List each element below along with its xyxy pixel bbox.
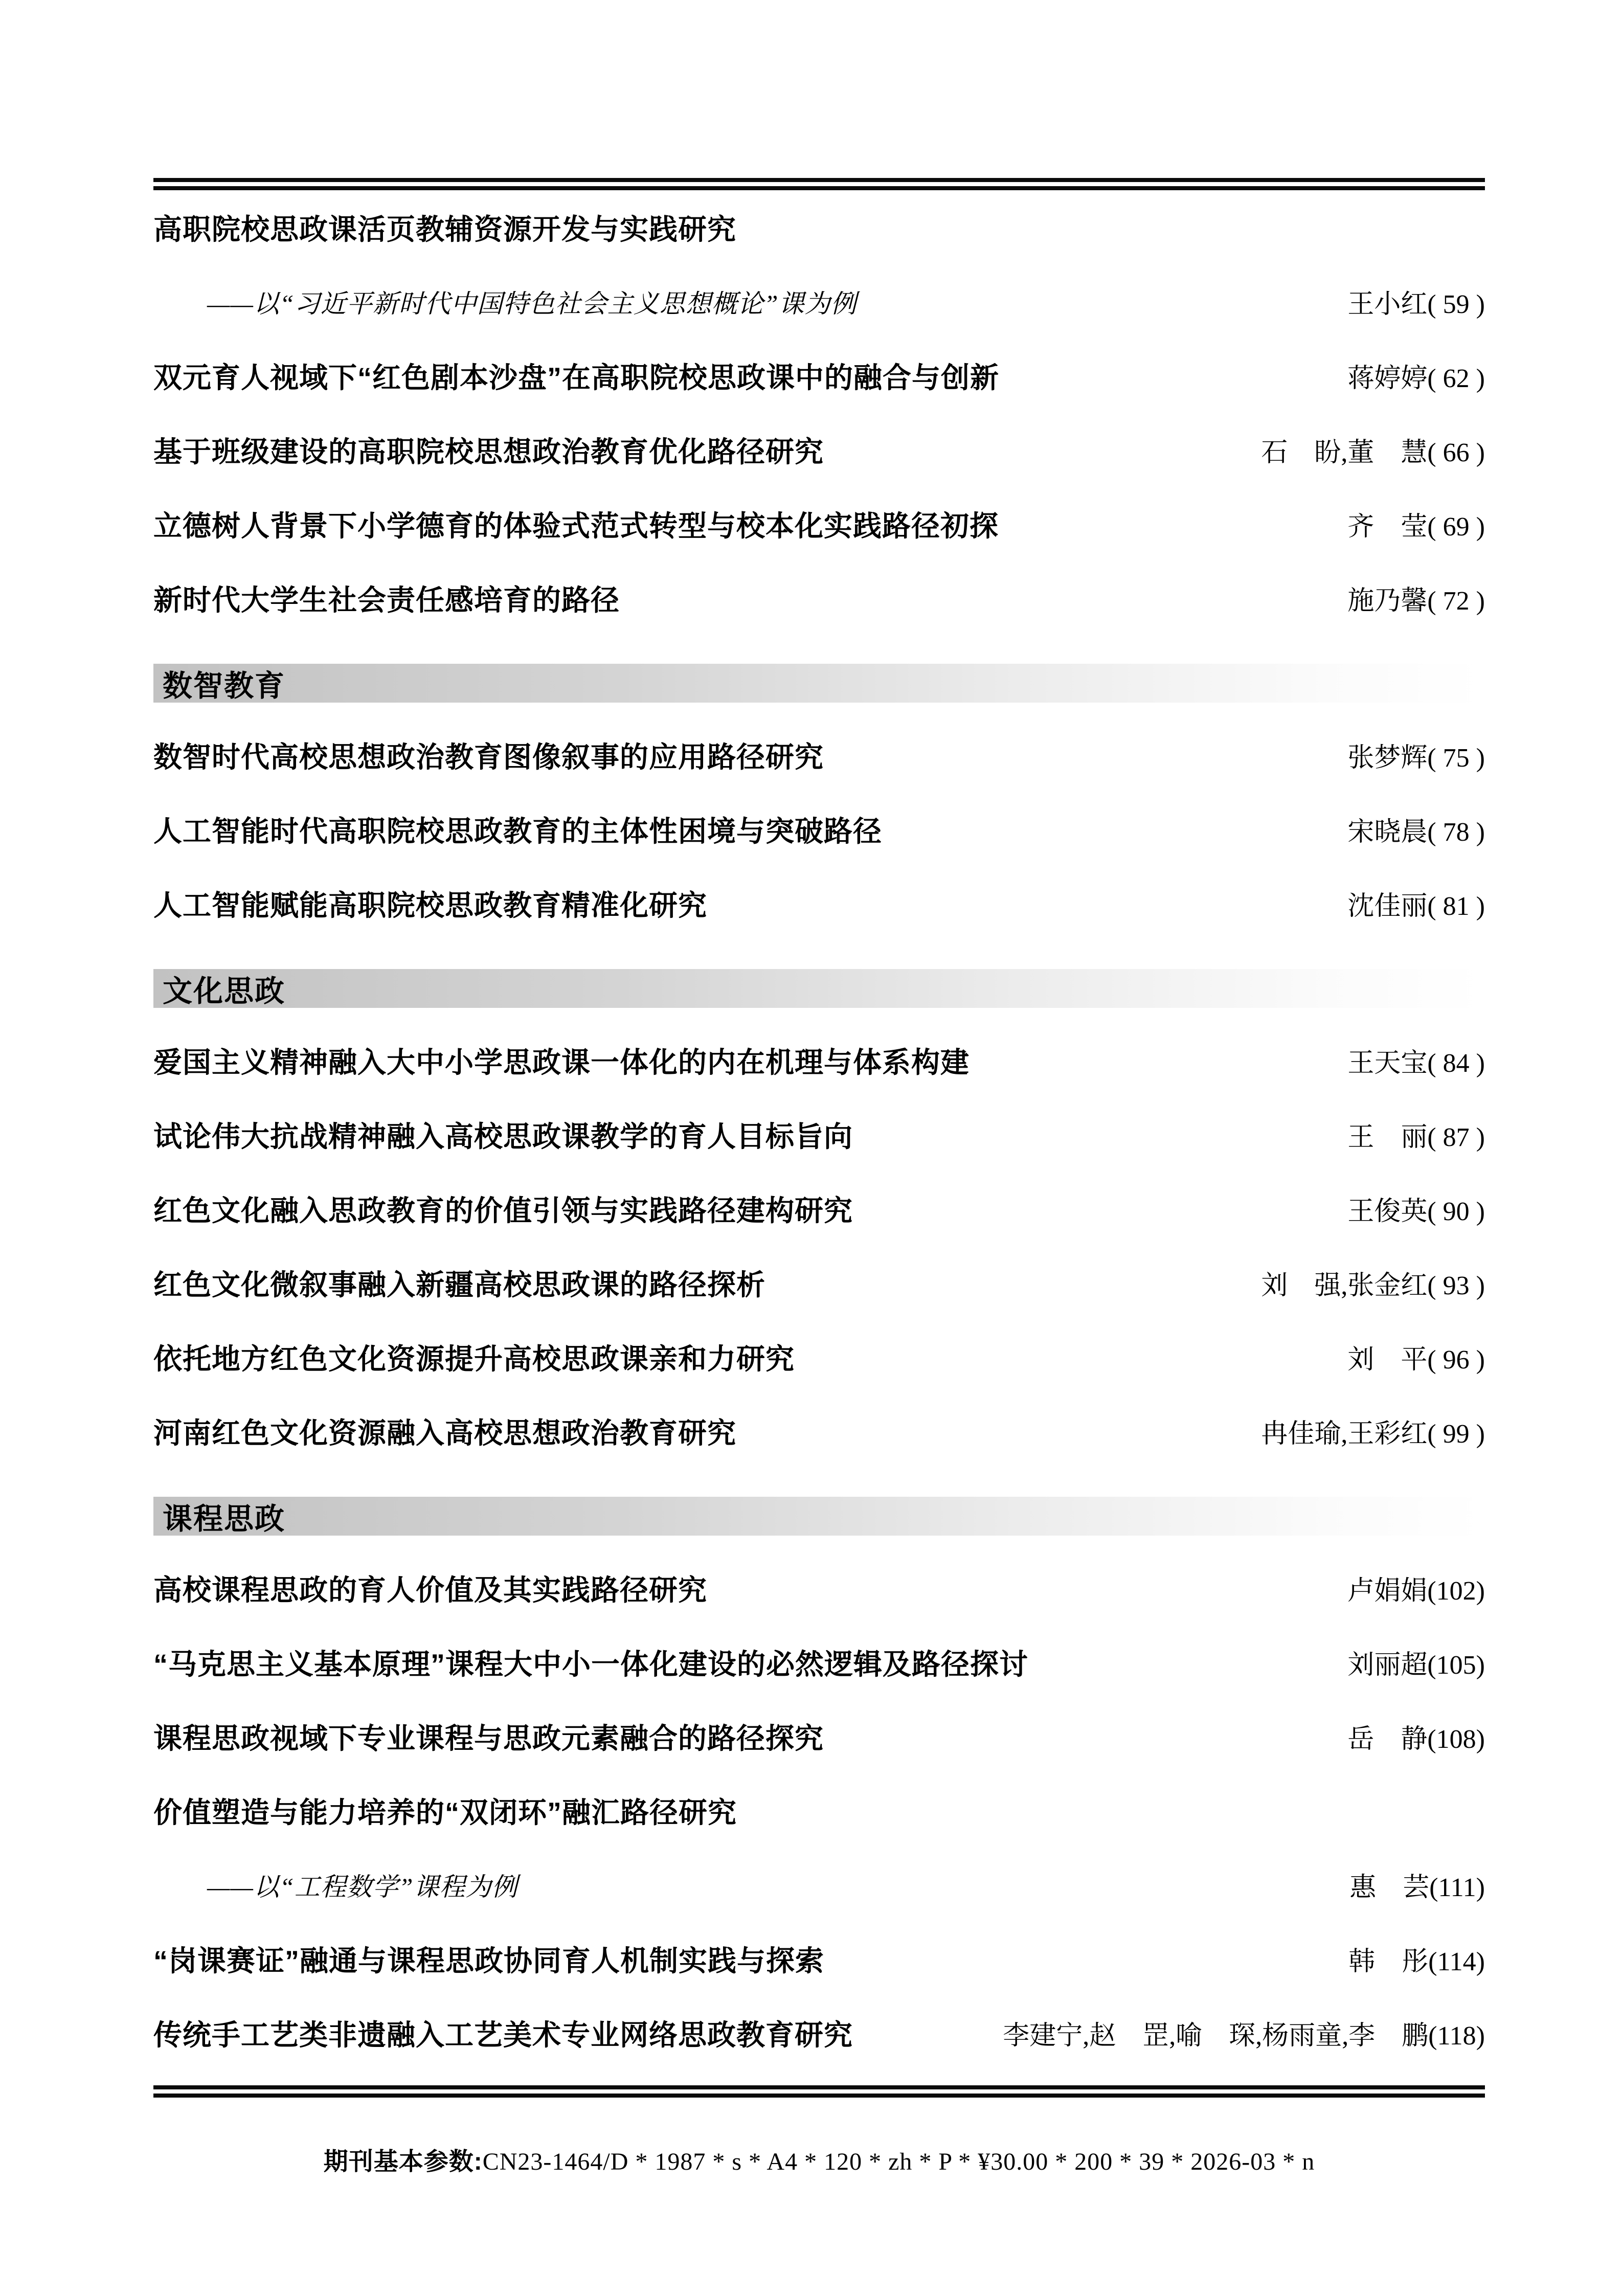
toc-entry [153, 1848, 1485, 1922]
article-title: 双元育人视域下“红色剧本沙盘”在高职院校思政课中的融合与创新 [153, 361, 999, 394]
article-title: 高校课程思政的育人价值及其实践路径研究 [153, 1573, 707, 1606]
article-title: 价值塑造与能力培养的“双闭环”融汇路径研究 [153, 1796, 737, 1829]
article-authors [1347, 1717, 1485, 1755]
bottom-double-rule [153, 2085, 1485, 2098]
author-names: 齐 莹 [1347, 512, 1428, 542]
section-band-label: 文化思政 [163, 975, 286, 1008]
article-authors [1347, 810, 1485, 848]
section-band-wenhua-sizheng [153, 969, 1485, 1008]
article-authors [1347, 505, 1485, 543]
toc-entry [153, 190, 1485, 264]
author-names: 沈佳丽 [1347, 892, 1428, 921]
section-band-shuzhi-jiaoyu [153, 664, 1485, 703]
section-band-label: 数智教育 [163, 669, 286, 703]
article-title: 传统手工艺类非遗融入工艺美术专业网络思政教育研究 [153, 2018, 853, 2051]
article-title: 人工智能时代高职院校思政教育的主体性困境与突破路径 [153, 815, 882, 847]
page-number: ( 93 ) [1427, 1271, 1485, 1300]
article-authors [1347, 1041, 1485, 1079]
journal-parameters-value: CN23-1464/D * 1987 * s * A4 * 120 * zh * P * ¥30.00 * 200 * 39 * 2026-03 * n [482, 2148, 1315, 2175]
toc-entry [153, 1551, 1485, 1625]
page-number: ( 59 ) [1427, 290, 1485, 319]
author-names: 王天宝 [1347, 1049, 1428, 1078]
author-names: 石 盼,董 慧 [1261, 438, 1428, 467]
page-number: ( 78 ) [1427, 818, 1485, 847]
article-title: 依托地方红色文化资源提升高校思政课亲和力研究 [153, 1342, 795, 1375]
author-names: 宋晓晨 [1347, 818, 1428, 847]
toc-entry [153, 1625, 1485, 1699]
toc-entry [153, 1996, 1485, 2070]
author-names: 冉佳瑜,王彩红 [1261, 1420, 1428, 1449]
page-number: (105) [1427, 1651, 1485, 1680]
author-names: 蒋婷婷 [1347, 364, 1428, 393]
article-subtitle: ——以“习近平新时代中国特色社会主义思想概论”课为例 [207, 289, 857, 318]
page-number: ( 99 ) [1427, 1420, 1485, 1449]
author-names: 李建宁,赵 罡,喻 琛,杨雨童,李 鹏 [1003, 2021, 1429, 2051]
article-authors [1261, 431, 1485, 469]
toc-entry [153, 487, 1485, 561]
toc-entry [153, 1097, 1485, 1172]
page-number: ( 62 ) [1427, 364, 1485, 393]
toc-entry [153, 1773, 1485, 1848]
article-authors [1347, 1115, 1485, 1154]
author-names: 韩 彤 [1348, 1947, 1429, 1976]
article-subtitle: ——以“工程数学”课程为例 [207, 1872, 518, 1901]
author-names: 卢娟娟 [1347, 1577, 1428, 1606]
journal-parameters-footer [153, 2142, 1485, 2177]
toc-entry [153, 561, 1485, 635]
page-number: ( 69 ) [1427, 512, 1485, 542]
section-band-kecheng-sizheng [153, 1497, 1485, 1536]
toc-entry [153, 1699, 1485, 1773]
author-names: 张梦辉 [1347, 744, 1428, 773]
article-authors [1347, 1189, 1485, 1228]
article-title: 河南红色文化资源融入高校思想政治教育研究 [153, 1416, 736, 1449]
toc-entry [153, 1922, 1485, 1996]
page-number: (111) [1429, 1873, 1485, 1902]
toc-entry [153, 1394, 1485, 1468]
author-names: 刘 平 [1347, 1345, 1428, 1375]
toc-entry [153, 1023, 1485, 1097]
journal-parameters-label: 期刊基本参数: [323, 2148, 483, 2175]
toc-entry [153, 866, 1485, 940]
article-authors [1261, 1264, 1485, 1302]
author-names: 刘 强,张金红 [1261, 1271, 1428, 1300]
article-title: 红色文化微叙事融入新疆高校思政课的路径探析 [153, 1268, 765, 1301]
page-number: ( 75 ) [1427, 744, 1485, 773]
page-number: ( 84 ) [1427, 1049, 1485, 1078]
author-names: 王 丽 [1347, 1123, 1428, 1152]
page-number: (102) [1427, 1577, 1485, 1606]
article-title: “马克思主义基本原理”课程大中小一体化建设的必然逻辑及路径探讨 [153, 1648, 1028, 1680]
article-authors [1348, 1940, 1485, 1978]
page-number: (114) [1428, 1947, 1485, 1976]
page-number: ( 66 ) [1427, 438, 1485, 467]
article-authors [1347, 1338, 1485, 1376]
article-title: 立德树人背景下小学德育的体验式范式转型与校本化实践路径初探 [153, 509, 999, 542]
top-double-rule [153, 178, 1485, 190]
page-number: (108) [1427, 1725, 1485, 1754]
article-title: 新时代大学生社会责任感培育的路径 [153, 583, 620, 616]
section-band-label: 课程思政 [163, 1502, 286, 1536]
article-authors [1261, 1412, 1485, 1450]
article-authors [1003, 2014, 1485, 2052]
article-title: 试论伟大抗战精神融入高校思政课教学的育人目标旨向 [153, 1120, 853, 1153]
toc-entry [153, 339, 1485, 413]
article-title: 数智时代高校思想政治教育图像叙事的应用路径研究 [153, 740, 824, 773]
page-number: ( 96 ) [1427, 1345, 1485, 1375]
page-number: ( 72 ) [1427, 587, 1485, 616]
page-number: (118) [1428, 2021, 1485, 2051]
author-names: 王小红 [1347, 290, 1428, 319]
article-authors [1347, 884, 1485, 922]
toc-entry [153, 1320, 1485, 1394]
article-authors [1347, 1643, 1485, 1681]
author-names: 岳 静 [1347, 1725, 1428, 1754]
page-number: ( 90 ) [1427, 1197, 1485, 1226]
author-names: 惠 芸 [1349, 1873, 1430, 1902]
article-authors [1347, 736, 1485, 774]
toc-entry [153, 413, 1485, 487]
article-authors [1347, 579, 1485, 617]
author-names: 王俊英 [1347, 1197, 1428, 1226]
article-authors [1347, 1569, 1485, 1607]
toc-entry [153, 1246, 1485, 1320]
article-authors [1347, 356, 1485, 395]
toc-entry [153, 718, 1485, 792]
article-title: 爱国主义精神融入大中小学思政课一体化的内在机理与体系构建 [153, 1046, 970, 1078]
article-title: 基于班级建设的高职院校思想政治教育优化路径研究 [153, 435, 824, 468]
page-number: ( 87 ) [1427, 1123, 1485, 1152]
toc-entry [153, 264, 1485, 339]
toc-entry [153, 792, 1485, 866]
article-title: “岗课赛证”融通与课程思政协同育人机制实践与探索 [153, 1944, 824, 1977]
article-title: 人工智能赋能高职院校思政教育精准化研究 [153, 889, 707, 921]
author-names: 刘丽超 [1347, 1651, 1428, 1680]
article-title: 高职院校思政课活页教辅资源开发与实践研究 [153, 213, 736, 245]
author-names: 施乃馨 [1347, 587, 1428, 616]
article-title: 红色文化融入思政教育的价值引领与实践路径建构研究 [153, 1194, 853, 1227]
article-title: 课程思政视域下专业课程与思政元素融合的路径探究 [153, 1722, 824, 1754]
article-authors [1349, 1865, 1485, 1904]
toc-entry [153, 1172, 1485, 1246]
page-number: ( 81 ) [1427, 892, 1485, 921]
article-authors [1347, 282, 1485, 321]
